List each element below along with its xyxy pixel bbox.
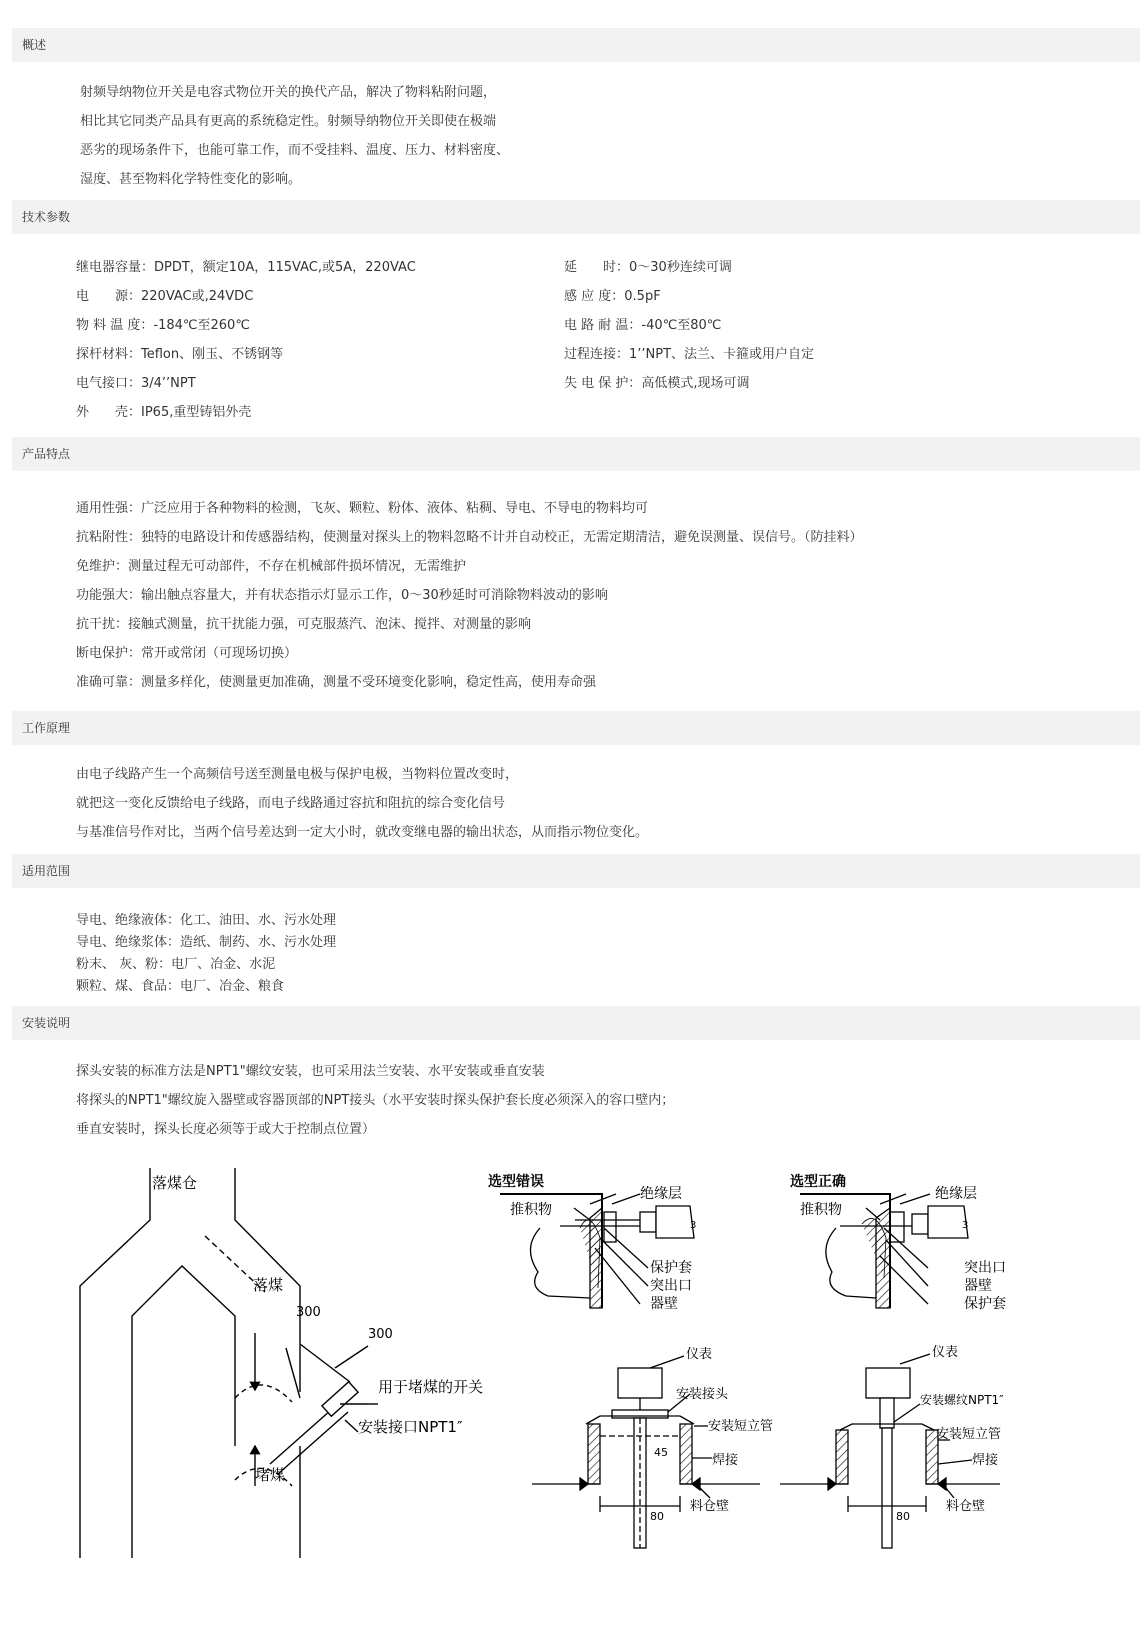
svg-text:3: 3	[690, 1220, 697, 1231]
wrong-buildup-label: 推积物	[510, 1202, 552, 1218]
section-title: 工作原理	[22, 721, 71, 735]
mount1-binwall-label: 料仓壁	[690, 1499, 730, 1514]
feature-line: 免维护：测量过程无可动部件，不存在机械部件损坏情况，无需维护	[76, 559, 467, 574]
section-title: 产品特点	[22, 447, 71, 461]
svg-text:3: 3	[962, 1220, 969, 1231]
silo-dim-1: 300	[296, 1305, 321, 1320]
spec-item: 延 时：0～30秒连续可调	[564, 260, 732, 275]
feature-line: 抗干扰：接触式测量，抗干扰能力强，可克服蒸汽、泡沫、搅拌、对测量的影响	[76, 617, 532, 632]
installation-diagrams	[0, 1168, 1140, 1628]
principle-line: 与基准信号作对比，当两个信号差达到一定大小时，就改变继电器的输出状态，从而指示物位变化。	[76, 825, 649, 840]
vertical-mount-diagram-2	[780, 1354, 1000, 1548]
right-wall-label: 器壁	[964, 1278, 992, 1294]
silo-fall-label: 落煤	[253, 1276, 284, 1294]
feature-line: 功能强大：输出触点容量大，并有状态指示灯显示工作，0～30秒延时可消除物料波动的影响	[76, 588, 608, 603]
silo-dim-2: 300	[368, 1327, 393, 1342]
section-title: 概述	[22, 38, 47, 52]
mount2-dim80: 80	[896, 1510, 910, 1523]
silo-port-label: 安装接口NPT1″	[358, 1418, 463, 1436]
overview-line: 相比其它同类产品具有更高的系统稳定性。射频导纳物位开关即使在极端	[80, 114, 497, 129]
principle-line: 由电子线路产生一个高频信号送至测量电极与保护电极，当物料位置改变时，	[76, 767, 519, 782]
mount2-weld-label: 焊接	[972, 1453, 999, 1468]
section-header-overview	[12, 28, 1140, 62]
mount2-meter-label: 仪表	[932, 1345, 959, 1360]
mount1-weld-label: 焊接	[712, 1453, 739, 1468]
section-header-features	[12, 437, 1140, 471]
right-title: 选型正确	[790, 1174, 846, 1190]
silo-diagram	[80, 1168, 378, 1558]
spec-item: 电 路 耐 温：-40℃至80℃	[564, 318, 722, 333]
mount1-meter-label: 仪表	[686, 1347, 713, 1362]
right-insulation-label: 绝缘层	[935, 1186, 977, 1202]
overview-line: 湿度、甚至物料化学特性变化的影响。	[80, 172, 302, 187]
right-protrusion-label: 突出口	[964, 1260, 1006, 1276]
scope-line: 导电、绝缘液体：化工、油田、水、污水处理	[76, 913, 337, 928]
overview-line: 射频导纳物位开关是电容式物位开关的换代产品，解决了物料粘附问题，	[80, 85, 497, 100]
feature-line: 准确可靠：测量多样化，使测量更加准确，测量不受环境变化影响，稳定性高，使用寿命强	[76, 675, 597, 690]
silo-title: 落煤仓	[152, 1174, 198, 1192]
spec-item: 电气接口：3/4’’NPT	[76, 376, 196, 391]
right-sleeve-label: 保护套	[964, 1296, 1006, 1312]
spec-item: 过程连接：1’’NPT、法兰、卡箍或用户自定	[564, 347, 815, 362]
feature-line: 抗粘附性：独特的电路设计和传感器结构，使测量对探头上的物料忽略不计并自动校正，无需定期清洁，避免误测量、误信号。（防挂料）	[76, 530, 863, 545]
spec-item: 物 料 温 度：-184℃至260℃	[76, 318, 250, 333]
vertical-mount-diagram-1	[532, 1356, 760, 1548]
section-title: 安装说明	[22, 1016, 71, 1030]
section-header-scope	[12, 854, 1140, 888]
section-title: 适用范围	[22, 864, 71, 878]
section-header-install	[12, 1006, 1140, 1040]
spec-item: 感 应 度：0.5pF	[564, 289, 661, 304]
wrong-insulation-label: 绝缘层	[640, 1186, 682, 1202]
mount1-dim80: 80	[650, 1510, 664, 1523]
mount2-binwall-label: 料仓壁	[946, 1499, 986, 1514]
mount1-joint-label: 安装接头	[676, 1387, 729, 1402]
spec-item: 电 源：220VAC或,24VDC	[76, 289, 254, 304]
mount2-thread-label: 安装螺纹NPT1″	[920, 1393, 1004, 1407]
wrong-protrusion-label: 突出口	[650, 1278, 692, 1294]
silo-block-label: 堵煤	[255, 1466, 286, 1484]
mount1-dim45: 45	[654, 1446, 668, 1459]
scope-line: 颗粒、煤、食品：电厂、冶金、粮食	[76, 979, 285, 994]
mount1-pipe-label: 安装短立管	[708, 1419, 774, 1434]
spec-item: 探杆材料：Teflon、刚玉、不锈钢等	[76, 347, 284, 362]
spec-item: 外 壳：IP65,重型铸铝外壳	[76, 405, 252, 420]
wrong-sleeve-label: 保护套	[650, 1260, 692, 1276]
section-header-specs	[12, 200, 1140, 234]
scope-line: 导电、绝缘浆体：造纸、制药、水、污水处理	[76, 935, 337, 950]
scope-line: 粉末、 灰、粉：电厂、冶金、水泥	[76, 957, 276, 972]
silo-switch-label: 用于堵煤的开关	[378, 1378, 484, 1396]
spec-item: 失 电 保 护：高低模式,现场可调	[564, 376, 750, 391]
right-buildup-label: 推积物	[800, 1202, 842, 1218]
principle-line: 就把这一变化反馈给电子线路，而电子线路通过容抗和阻抗的综合变化信号	[76, 796, 506, 811]
install-line: 将探头的NPT1"螺纹旋入器壁或容器顶部的NPT接头（水平安装时探头保护套长度必须深入的容口壁内；	[76, 1093, 675, 1108]
feature-line: 通用性强：广泛应用于各种物料的检测，飞灰、颗粒、粉体、液体、粘稠、导电、不导电的物料均可	[76, 501, 649, 516]
install-line: 垂直安装时，探头长度必须等于或大于控制点位置）	[76, 1122, 376, 1137]
install-line: 探头安装的标准方法是NPT1"螺纹安装，也可采用法兰安装、水平安装或垂直安装	[76, 1064, 545, 1079]
feature-line: 断电保护：常开或常闭（可现场切换）	[76, 646, 298, 661]
section-header-principle	[12, 711, 1140, 745]
section-title: 技术参数	[22, 210, 71, 224]
overview-line: 恶劣的现场条件下，也能可靠工作，而不受挂料、温度、压力、材料密度、	[80, 143, 510, 158]
wrong-title: 选型错误	[488, 1174, 544, 1190]
spec-item: 继电器容量：DPDT，额定10A，115VAC,或5A，220VAC	[76, 260, 416, 275]
wrong-wall-label: 器壁	[650, 1296, 678, 1312]
mount2-pipe-label: 安装短立管	[936, 1427, 1002, 1442]
